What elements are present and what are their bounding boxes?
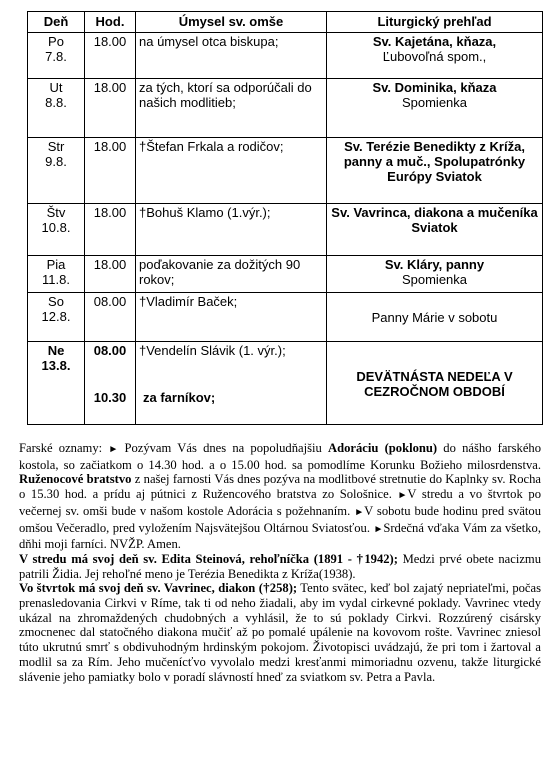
mass-schedule-table: [27, 11, 543, 425]
day-cell: [28, 138, 85, 204]
rosary-highlight: Ruženocové bratstvo: [19, 472, 132, 487]
saint-edith-text: Medzi prvé obete nacizmu patrili Židia. Jej rehoľné meno je Terézia Benedikta z Kríža(1938).: [19, 551, 542, 581]
triangle-bullet-icon: ►: [354, 506, 365, 518]
day-date: 13.8.: [41, 358, 71, 373]
table-row: [28, 256, 543, 293]
day-cell: [28, 204, 85, 256]
day-cell: [28, 293, 85, 342]
intention-cell: †Štefan Frkala a rodičov;: [136, 138, 327, 204]
day-cell: [28, 33, 85, 79]
intention-cell: †Vladimír Baček;: [136, 293, 327, 342]
triangle-bullet-icon: ►: [397, 490, 408, 502]
liturgy-rank: Ľubovoľná spom.,: [382, 49, 487, 64]
liturgy-cell: [327, 342, 543, 425]
table-header-row: [28, 12, 543, 33]
intention-first: †Vendelín Slávik (1. výr.);: [139, 343, 286, 358]
header-time: Hod.: [85, 12, 136, 33]
saint-lawrence-heading: Vo štvrtok má svoj deň sv. Vavrinec, diakon (†258);: [19, 581, 298, 596]
day-date: 10.8.: [41, 220, 71, 235]
day-date: 12.8.: [41, 309, 71, 324]
announcements: [19, 441, 541, 684]
announcements-paragraph: [19, 441, 541, 552]
announcement-text: z našej farnosti Vás dnes pozýva na modlitbové stretnutie do Kaplnky sv. Rocha o 15.30 hod. a prídu aj pútnici z Ružencového bratstva zo Sološnice.: [19, 472, 541, 502]
day-cell: [28, 342, 85, 425]
saint-lawrence-paragraph: [19, 581, 541, 684]
day-name: Pia: [46, 257, 66, 272]
day-date: 9.8.: [45, 154, 67, 169]
day-date: 7.8.: [45, 49, 67, 64]
liturgy-feast: DEVÄTNÁSTA NEDEĽA V CEZROČNOM OBDOBÍ: [356, 368, 513, 399]
table-row: [28, 33, 543, 79]
announcement-text: Srdečná vďaka Vám za všetko, dňhi moji farníci. NVŽP. Amen.: [19, 520, 541, 552]
saint-lawrence-text: Tento svätec, keď bol zajatý nepriateľmi, počas prenasledovania Cirkvi v Ríme, tak ti od neho žiadali, aby im vydal cirkevné poklady. Vavrinec vtedy ukázal na zhromaždených chudobných a vyhlásil, že to sú poklady Cirkvi. Rozzúrený cisársky zmocnenec dal statočného diakona mučiť až po pomalé upálenie na kovovom rošte. Vavrinec zniesol túto ukrutnú smrť s obdivuhodným hrdinským pokojom. Životopisci uvádzajú, že pri tom i žartoval a modlil sa za Rím. Jeho mučenícťvo vyvolalo medzi kresťanmi mimoriadnu ozvenu, takže liturgické slávenie jeho pamiatky bolo v poradí slávností hneď za sviatkom sv. Petra a Pavla.: [19, 581, 541, 684]
intention-cell: †Bohuš Klamo (1.výr.);: [136, 204, 327, 256]
saint-edith-heading: V stredu má svoj deň sv. Edita Steinová, rehoľníčka (1891 - †1942);: [19, 551, 398, 566]
liturgy-feast: Sv. Kajetána, kňaza,: [372, 34, 497, 49]
time-cell: 18.00: [85, 138, 136, 204]
day-name: So: [48, 294, 64, 309]
day-name: Po: [48, 34, 64, 49]
liturgy-feast: Sv. Terézie Benedikty z Kríža, panny a muč., Spolupatrónky Európy Sviatok: [343, 139, 526, 184]
liturgy-cell: [327, 256, 543, 293]
intention-second: za farníkov;: [143, 390, 216, 405]
header-liturgy: Liturgický prehľad: [327, 12, 543, 33]
announcement-text: V stredu a vo štvrtok po večernej sv. omši bude v našom kostole Adorácia s požehnaním.: [19, 487, 541, 518]
liturgy-rank: Panny Márie v sobotu: [371, 310, 498, 325]
saint-edith-paragraph: [19, 552, 541, 581]
table-row: [28, 204, 543, 256]
table-row: [28, 293, 543, 342]
time-cell: 18.00: [85, 204, 136, 256]
time-first: 08.00: [93, 343, 127, 358]
liturgy-cell: [327, 138, 543, 204]
liturgy-cell: [327, 33, 543, 79]
liturgy-cell: [327, 79, 543, 138]
day-cell: [28, 79, 85, 138]
adoration-highlight: Adoráciu (poklonu): [328, 441, 438, 455]
triangle-bullet-icon: ►: [108, 444, 119, 455]
day-name: Štv: [46, 205, 66, 220]
table-row: [28, 342, 543, 425]
day-date: 8.8.: [45, 95, 67, 110]
announcement-text: V sobotu bude hodinu pred svätou omšou Večeradlo, pred vyložením Najsvätejšou Oltárnou Sviatosťou.: [19, 503, 542, 535]
announcement-text: Pozývam Vás dnes na popoludňajšiu: [118, 441, 328, 455]
liturgy-cell: [327, 204, 543, 256]
time-cell: 18.00: [85, 33, 136, 79]
time-cell: 08.00: [85, 293, 136, 342]
intention-cell: na úmysel otca biskupa;: [136, 33, 327, 79]
header-intention: Úmysel sv. omše: [136, 12, 327, 33]
day-name: Str: [47, 139, 65, 154]
intention-cell: za tých, ktorí sa odporúčali do našich modlitieb;: [136, 79, 327, 138]
announcements-title: Farské oznamy:: [19, 441, 109, 455]
day-cell: [28, 256, 85, 293]
intention-cell: [136, 342, 327, 425]
header-day: Deň: [28, 12, 85, 33]
table-row: [28, 79, 543, 138]
day-name: Ut: [49, 80, 63, 95]
announcement-text: do nášho farského kostola, so začiatkom o 14.30 hod. a o 15.00 hod. sa pomodlíme Korunku Božieho milosrdenstva.: [19, 441, 542, 472]
time-cell: [85, 342, 136, 425]
time-cell: 18.00: [85, 256, 136, 293]
liturgy-feast: Sv. Dominika, kňaza: [372, 80, 497, 95]
liturgy-cell: [327, 293, 543, 342]
table-row: [28, 138, 543, 204]
time-second: 10.30: [93, 390, 127, 405]
day-date: 11.8.: [42, 272, 70, 287]
intention-cell: poďakovanie za dožitých 90 rokov;: [136, 256, 327, 293]
day-name: Ne: [47, 343, 65, 358]
liturgy-rank: Spomienka: [401, 95, 468, 110]
time-cell: 18.00: [85, 79, 136, 138]
liturgy-rank: Spomienka: [401, 272, 468, 287]
liturgy-feast: Sv. Vavrinca, diakona a mučeníka Sviatok: [331, 205, 538, 235]
liturgy-feast: Sv. Kláry, panny: [384, 257, 485, 272]
triangle-bullet-icon: ►: [373, 523, 384, 535]
